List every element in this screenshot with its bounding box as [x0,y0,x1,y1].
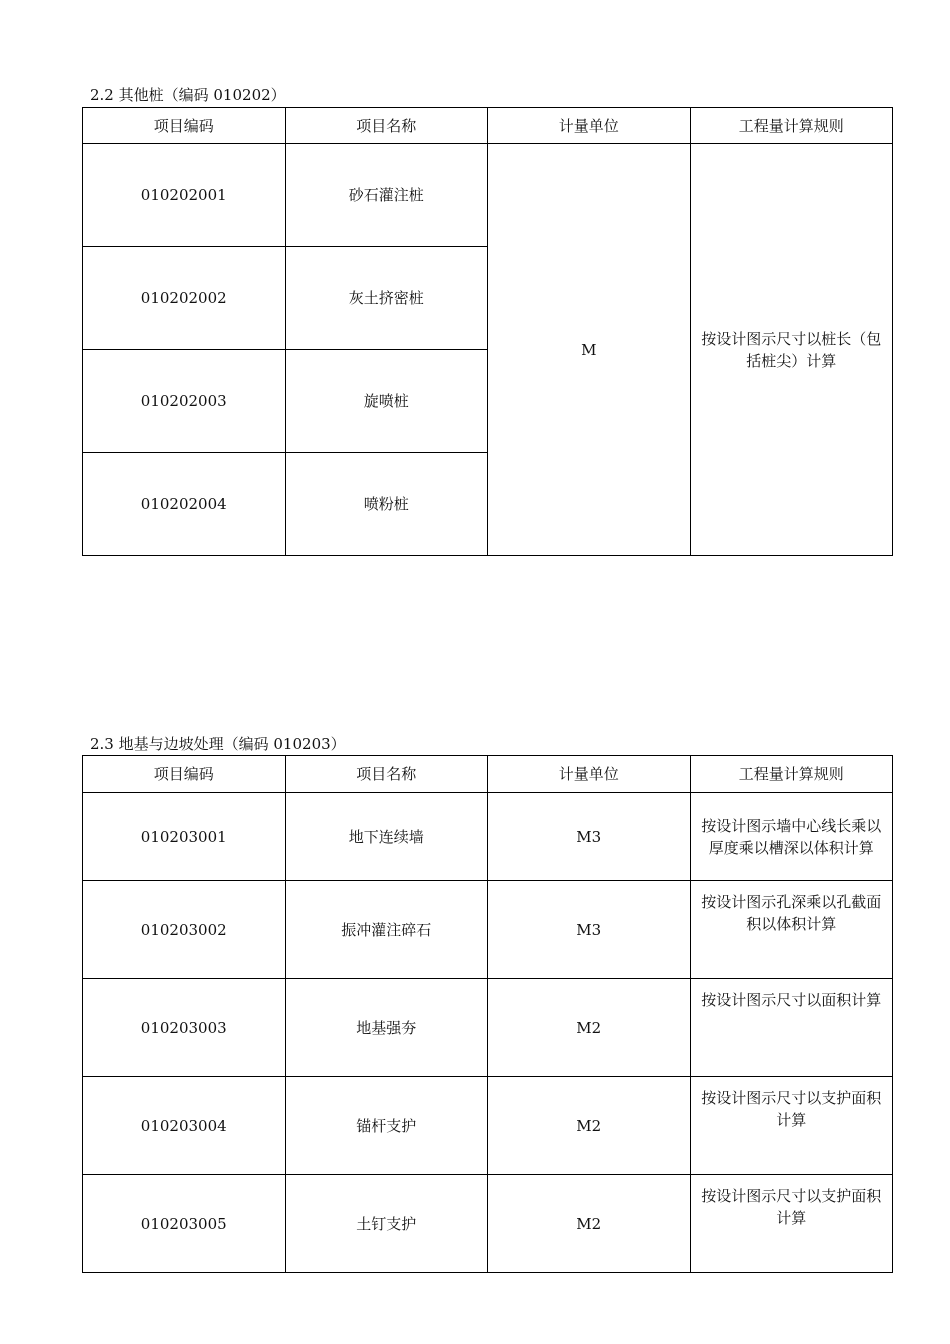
item-name-cell: 灰土挤密桩 [285,247,488,350]
item-code-cell: 010202002 [83,247,286,350]
item-name-cell: 锚杆支护 [285,1077,488,1175]
foundation-slope-table [82,755,893,1273]
header-item-name: 项目名称 [285,756,488,793]
header-calc-rule: 工程量计算规则 [690,756,893,793]
calc-rule-cell [690,793,893,881]
unit-cell: M3 [488,793,691,881]
table-header-row [83,108,893,144]
calc-rule-text: 按设计图示墙中心线长乘以厚度乘以槽深以体积计算 [701,816,882,857]
calc-rule-text: 按设计图示尺寸以桩长（包括桩尖）计算 [701,329,882,370]
item-code-cell: 010203004 [83,1077,286,1175]
item-name-cell: 振冲灌注碎石 [285,881,488,979]
header-unit: 计量单位 [488,756,691,793]
item-name-cell: 土钉支护 [285,1175,488,1273]
unit-cell: M2 [488,1077,691,1175]
calc-rule-cell [690,1175,893,1273]
header-item-code: 项目编码 [83,108,286,144]
item-code-cell: 010203003 [83,979,286,1077]
item-name-cell: 喷粉桩 [285,453,488,556]
table-header-row [83,756,893,793]
item-code-cell: 010203005 [83,1175,286,1273]
header-unit: 计量单位 [488,108,691,144]
section-title-other-piles: 2.2 其他桩（编码 010202） [90,86,286,104]
item-code-cell: 010202001 [83,144,286,247]
section-title-foundation-slope: 2.3 地基与边坡处理（编码 010203） [90,735,346,753]
table-row [83,1175,893,1273]
calc-rule-cell [690,1077,893,1175]
calc-rule-text: 按设计图示尺寸以面积计算 [701,991,882,1009]
table-row [83,144,893,247]
header-item-name: 项目名称 [285,108,488,144]
item-name-cell: 地基强夯 [285,979,488,1077]
item-code-cell: 010203001 [83,793,286,881]
calc-rule-cell [690,979,893,1077]
table-row [83,979,893,1077]
item-name-cell: 旋喷桩 [285,350,488,453]
table-row [83,881,893,979]
header-calc-rule: 工程量计算规则 [690,108,893,144]
calc-rule-text: 按设计图示尺寸以支护面积计算 [701,1187,882,1227]
header-item-code: 项目编码 [83,756,286,793]
table-row [83,793,893,881]
table-row [83,1077,893,1175]
unit-cell: M3 [488,881,691,979]
item-code-cell: 010202003 [83,350,286,453]
unit-cell: M2 [488,979,691,1077]
item-name-cell: 地下连续墙 [285,793,488,881]
calc-rule-text: 按设计图示尺寸以支护面积计算 [701,1089,882,1129]
other-piles-table [82,107,893,556]
calc-rule-text: 按设计图示孔深乘以孔截面积以体积计算 [701,893,882,933]
item-name-cell: 砂石灌注桩 [285,144,488,247]
item-code-cell: 010203002 [83,881,286,979]
calc-rule-cell [690,881,893,979]
unit-cell-merged: M [488,144,691,556]
calc-rule-cell-merged [690,144,893,556]
item-code-cell: 010202004 [83,453,286,556]
unit-cell: M2 [488,1175,691,1273]
